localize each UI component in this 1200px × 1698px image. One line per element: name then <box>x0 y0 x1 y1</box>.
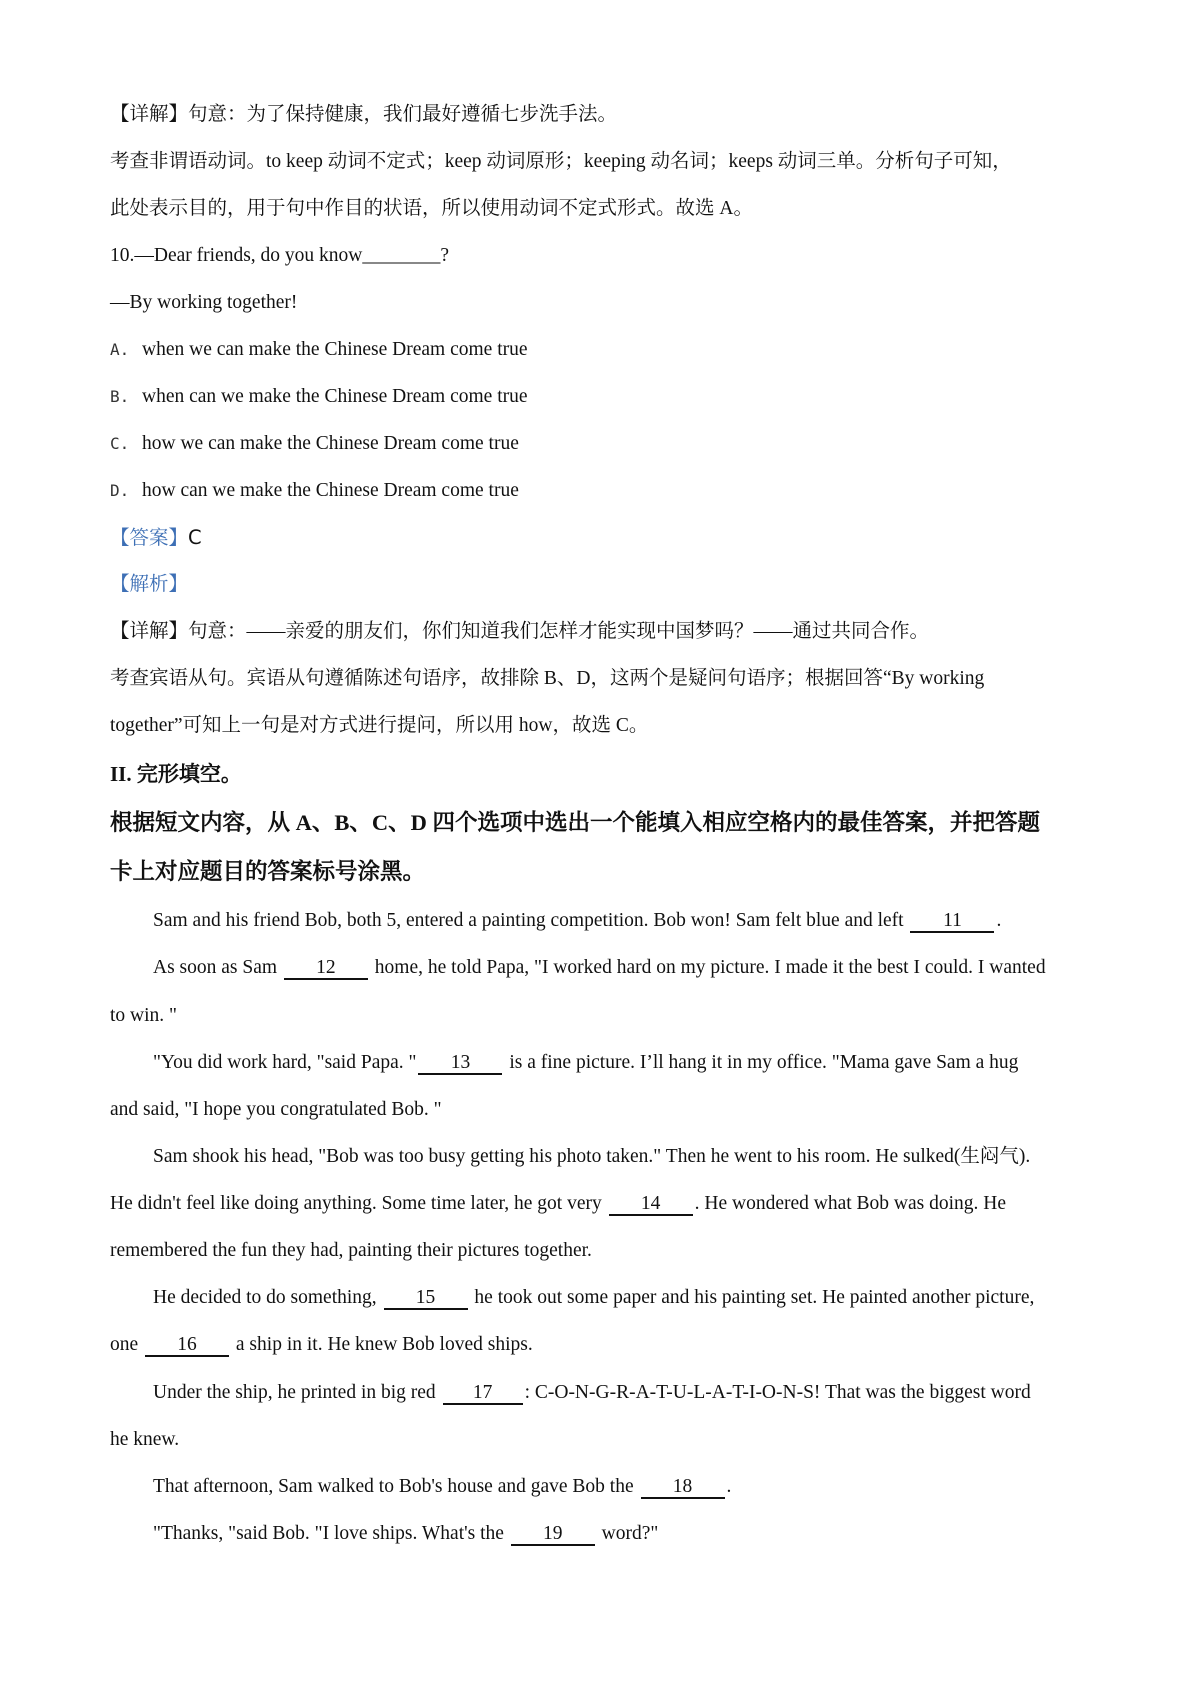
passage-text: He didn't feel like doing anything. Some time later, he got very <box>110 1193 602 1214</box>
passage-paragraph-3-cont: and said, "I hope you congratulated Bob. " <box>110 1099 442 1120</box>
q10-option-a <box>110 337 528 363</box>
passage-text: Sam and his friend Bob, both 5, entered a painting competition. Bob won! Sam felt blue and left <box>153 910 904 931</box>
passage-paragraph-8 <box>153 1521 658 1547</box>
passage-paragraph-2 <box>153 955 1046 981</box>
passage-text: home, he told Papa, "I worked hard on my picture. I made it the best I could. I wanted <box>374 957 1046 978</box>
q9-detail-line-2: 考查非谓语动词。to keep 动词不定式；keep 动词原形；keeping 动名词；keeps 动词三单。分析句子可知， <box>110 151 1012 172</box>
passage-text: . <box>726 1476 732 1497</box>
passage-text: That afternoon, Sam walked to Bob's house and gave Bob the <box>153 1476 634 1497</box>
passage-text: one <box>110 1334 139 1355</box>
option-letter: B. <box>110 387 130 406</box>
passage-text: As soon as Sam <box>153 957 278 978</box>
q10-stem-suffix: ? <box>440 245 450 266</box>
section-instruction-line-2: 卡上对应题目的答案标号涂黑。 <box>110 859 426 884</box>
q9-detail-line-1: 【详解】句意：为了保持健康，我们最好遵循七步洗手法。 <box>110 104 618 125</box>
q10-stem-prefix: 10.—Dear friends, do you know <box>110 245 363 266</box>
blank-19: 19 <box>511 1524 595 1546</box>
q10-option-d <box>110 478 519 504</box>
passage-text: He decided to do something, <box>153 1287 377 1308</box>
q10-stem-blank: ________ <box>362 245 441 266</box>
blank-17: 17 <box>443 1383 523 1405</box>
answer-value: C <box>188 526 202 549</box>
option-text: when can we make the Chinese Dream come true <box>142 386 528 407</box>
option-text: how can we make the Chinese Dream come true <box>142 480 519 501</box>
answer-label: 【答案】 <box>110 528 189 549</box>
option-letter: D. <box>110 481 130 500</box>
passage-paragraph-3 <box>153 1050 1018 1076</box>
blank-15: 15 <box>384 1288 468 1310</box>
passage-paragraph-4: Sam shook his head, "Bob was too busy getting his photo taken." Then he went to his room. He sulked(生闷气). <box>153 1146 1031 1167</box>
q10-answer <box>110 525 202 552</box>
passage-text: a ship in it. He knew Bob loved ships. <box>235 1334 533 1355</box>
passage-paragraph-4-end: remembered the fun they had, painting their pictures together. <box>110 1240 592 1261</box>
blank-11: 11 <box>910 911 994 933</box>
q10-detail-line-3: together”可知上一句是对方式进行提问，所以用 how，故选 C。 <box>110 715 649 736</box>
section-title: II. 完形填空。 <box>110 762 242 786</box>
passage-text: . He wondered what Bob was doing. He <box>694 1193 1007 1214</box>
section-instruction-line-1: 根据短文内容，从 A、B、C、D 四个选项中选出一个能填入相应空格内的最佳答案，并把答题 <box>110 810 1041 835</box>
q10-detail-line-2: 考查宾语从句。宾语从句遵循陈述句语序，故排除 B、D，这两个是疑问句语序；根据回答“By working <box>110 668 985 689</box>
passage-text: . <box>996 910 1002 931</box>
passage-text: word?" <box>601 1523 659 1544</box>
passage-paragraph-5 <box>153 1285 1034 1311</box>
q9-detail-line-3: 此处表示目的，用于句中作目的状语，所以使用动词不定式形式。故选 A。 <box>110 198 753 219</box>
passage-paragraph-6-cont: he knew. <box>110 1429 180 1450</box>
q10-stem <box>110 243 449 269</box>
blank-16: 16 <box>145 1335 229 1357</box>
passage-paragraph-4-cont <box>110 1191 1006 1217</box>
passage-text: Under the ship, he printed in big red <box>153 1382 436 1403</box>
option-text: how we can make the Chinese Dream come true <box>142 433 519 454</box>
q10-option-b <box>110 384 528 410</box>
blank-14: 14 <box>609 1194 693 1216</box>
option-letter: C. <box>110 434 130 453</box>
passage-paragraph-5-cont <box>110 1332 533 1358</box>
passage-paragraph-6 <box>153 1380 1031 1406</box>
passage-paragraph-7 <box>153 1474 731 1500</box>
passage-paragraph-1 <box>153 908 1001 934</box>
passage-text: "Thanks, "said Bob. "I love ships. What's the <box>153 1523 504 1544</box>
passage-text: : C-O-N-G-R-A-T-U-L-A-T-I-O-N-S! That was the biggest word <box>524 1382 1031 1403</box>
blank-18: 18 <box>641 1477 725 1499</box>
passage-text: is a fine picture. I’ll hang it in my office. "Mama gave Sam a hug <box>509 1052 1019 1073</box>
q10-option-c <box>110 431 519 457</box>
option-text: when we can make the Chinese Dream come true <box>142 339 528 360</box>
passage-paragraph-2-cont: to win. " <box>110 1005 178 1026</box>
passage-text: he took out some paper and his painting set. He painted another picture, <box>474 1287 1035 1308</box>
option-letter: A. <box>110 340 130 359</box>
q10-detail-line-1: 【详解】句意：——亲爱的朋友们，你们知道我们怎样才能实现中国梦吗？——通过共同合作。 <box>110 621 930 642</box>
blank-12: 12 <box>284 958 368 980</box>
q10-reply: —By working together! <box>110 292 298 313</box>
q10-analysis-label: 【解析】 <box>110 574 189 595</box>
blank-13: 13 <box>418 1053 502 1075</box>
passage-text: "You did work hard, "said Papa. " <box>153 1052 417 1073</box>
